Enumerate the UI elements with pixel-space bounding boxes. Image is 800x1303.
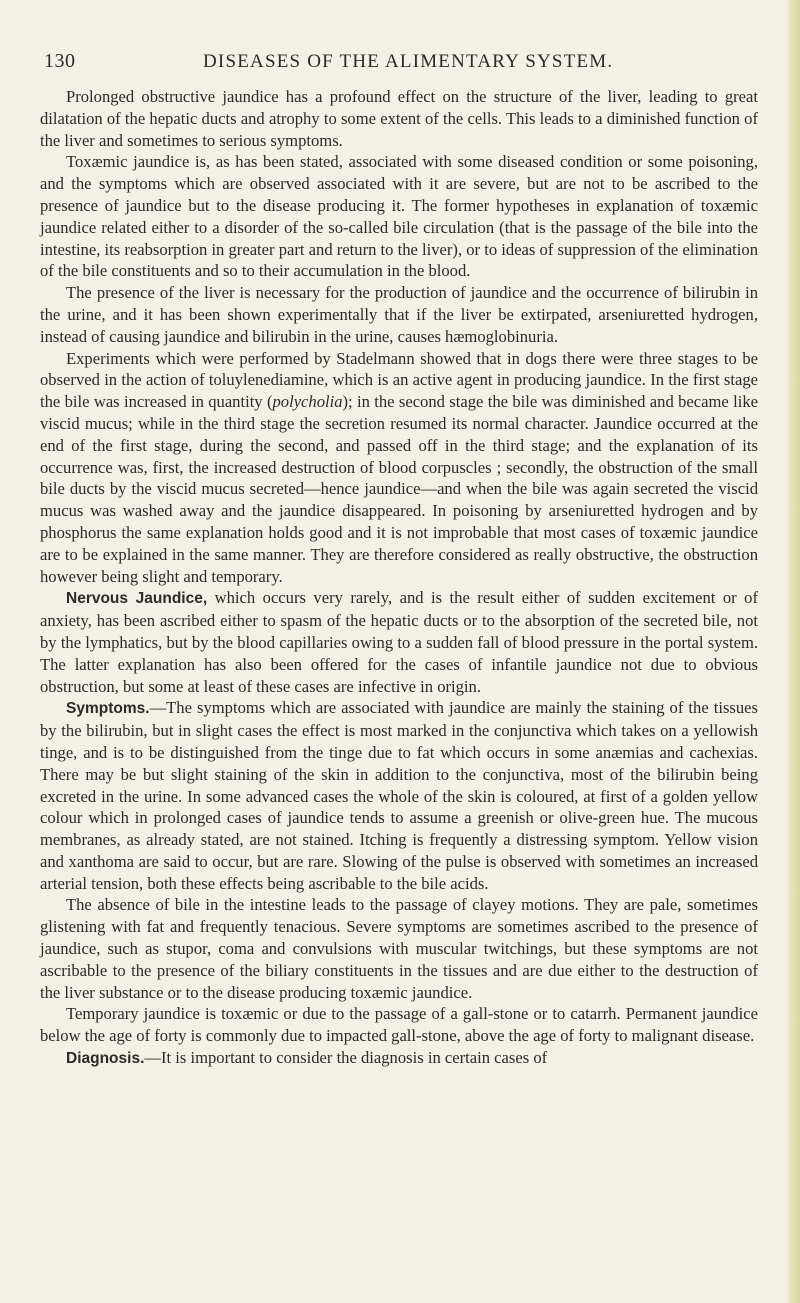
polycholia-term: polycholia [272, 392, 343, 412]
page-edge [786, 0, 800, 1303]
paragraph-symptoms [40, 697, 758, 894]
paragraph-nervous-jaundice [40, 587, 758, 697]
diagnosis-heading: Diagnosis. [66, 1050, 145, 1068]
paragraph-absence-of-bile: The absence of bile in the intestine leads to the passage of clayey motions. They are pale, sometimes glistening with fat and frequently tenacious. Severe symptoms are sometimes ascribed to the presence of jaundice, such as stupor, coma and convulsions with muscular twitchings, but these symptoms are not ascribable to the presence of the biliary constituents in the tissues and are due either to the destruction of the liver substance or to the disease producing toxæmic jaundice. [40, 895, 758, 1002]
running-head: DISEASES OF THE ALIMENTARY SYSTEM. [203, 51, 614, 72]
paragraph-temporary-jaundice: Temporary jaundice is toxæmic or due to the passage of a gall-stone or to catarrh. Permanent jaundice below the age of forty is commonly due to impacted gall-stone, above the age of forty to malignant disease. [40, 1004, 758, 1046]
nervous-jaundice-text: which occurs very rarely, and is the result either of sudden excitement or of anxiety, has been ascribed either to spasm of the hepatic ducts or to the absorption of the secreted bile, not by the lymphatics, but by the blood capillaries owing to a sudden fall of blood pressure in the portal system. The latter explanation has also been offered for the cases of infantile jaundice not due to obvious obstruction, but some at least of these cases are infective in origin. [40, 588, 758, 696]
nervous-jaundice-heading: Nervous Jaundice, [66, 590, 208, 608]
symptoms-text: —The symptoms which are associated with jaundice are mainly the staining of the tissues by the bilirubin, but in slight cases the effect is most marked in the conjunctiva which takes on a yellowish tinge, and is to be distinguished from the tinge due to fat which occurs in some anæmias and cachexias. There may be but slight staining of the skin in addition to the conjunctiva, most of the bilirubin being excreted in the urine. In some advanced cases the whole of the skin is coloured, at first of a golden yellow colour which in prolonged cases of jaundice tends to assume a greenish or olive-green hue. The mucous membranes, as already stated, are not stained. Itching is frequently a distressing symptom. Yellow vision and xanthoma are said to occur, but are rare. Slowing of the pulse is observed with sometimes an increased arterial tension, both these effects being ascribable to the bile acids. [40, 698, 758, 893]
paragraph-toxaemic-jaundice: Toxæmic jaundice is, as has been stated, associated with some diseased condition or some poisoning, and the symptoms which are observed associated with it are severe, but are not to be ascribed to the presence of jaundice but to the disease producing it. The former hypotheses in explanation of toxæmic jaundice related either to a disorder of the so-called bile circulation (that is the passage of the bile into the intestine, its reabsorption in greater part and return to the liver), or to ideas of suppression of the elimination of the bile constituents and so to their accumulation in the blood. [40, 152, 758, 281]
paragraph-stadelmann-experiments [40, 348, 758, 588]
stadelmann-text-a: Experiments which were performed by Stadelmann showed that in dogs there were three stages to be observed in the action of toluylenediamine, which is an active agent in producing jaundice. In the first stage the bile was increased in quantity ( [40, 348, 758, 412]
page-header [40, 0, 756, 76]
paragraph-obstructive-liver: Prolonged obstructive jaundice has a profound effect on the structure of the liver, leading to great dilatation of the hepatic ducts and atrophy to some extent of the cells. This leads to a diminished function of the liver and sometimes to serious symptoms. [40, 87, 758, 150]
stadelmann-text-b: ); in the second stage the bile was diminished and became like viscid mucus; while in the third stage the secretion resumed its normal character. Jaundice occurred at the end of the first stage, during the second, and passed off in the third stage; and the explanation of its occurrence was, first, the increased destruction of blood corpuscles ; secondly, the obstruction of the small bile ducts by the viscid mucus secreted—hence jaundice—and when the bile was again secreted the viscid mucus was washed away and the jaundice disappeared. In poisoning by arseniuretted hydrogen and by phosphorus the same explanation holds good and it is not improbable that most cases of toxæmic jaundice are to be explained in the same manner. They are therefore considered as really obstructive, the obstruction however being slight and temporary. [40, 392, 758, 586]
symptoms-heading: Symptoms. [66, 700, 150, 718]
page-number: 130 [44, 50, 76, 72]
paragraph-liver-presence: The presence of the liver is necessary for the production of jaundice and the occurrence of bilirubin in the urine, and it has been shown experimentally that if the liver be extirpated, arseniuretted hydrogen, instead of causing jaundice and bilirubin in the urine, causes hæmoglobinuria. [40, 283, 758, 346]
diagnosis-text: —It is important to consider the diagnosis in certain cases of [144, 1048, 548, 1068]
paragraph-diagnosis [40, 1047, 758, 1070]
book-page [40, 0, 756, 76]
body-text [40, 86, 758, 1070]
